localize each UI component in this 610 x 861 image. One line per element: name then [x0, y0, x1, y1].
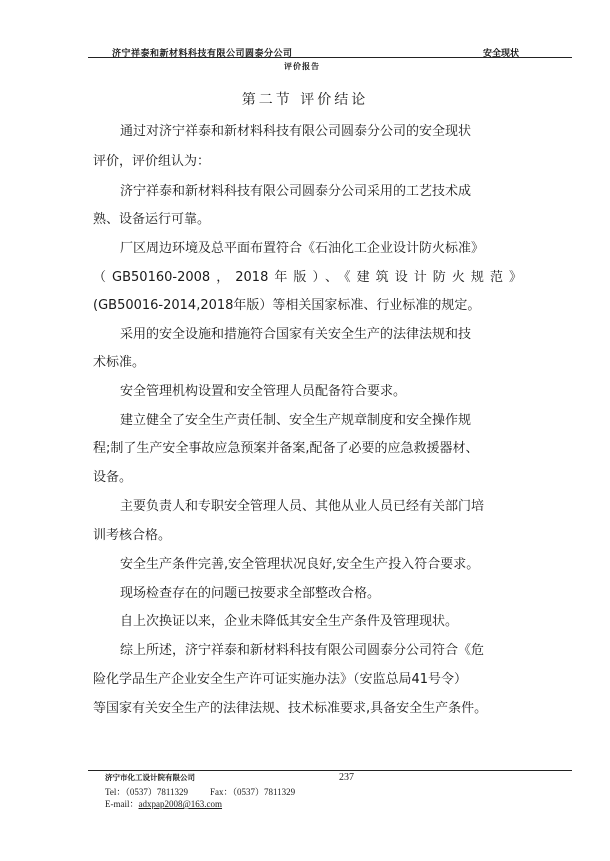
- body-line: 通过对济宁祥泰和新材料科技有限公司圆泰分公司的安全现状: [120, 124, 472, 139]
- body-line: 建立健全了安全生产责任制、安全生产规章制度和安全操作规: [120, 413, 472, 428]
- body-line: 现场检查存在的问题已按要求全部整改合格。: [120, 586, 381, 601]
- page-number: 237: [339, 772, 354, 783]
- body-line: 综上所述，济宁祥泰和新材料科技有限公司圆泰分公司符合《危: [120, 643, 485, 658]
- body-line: 设备。: [93, 470, 133, 485]
- footer-email-label: E-mail：: [105, 799, 139, 809]
- body-line: 安全管理机构设置和安全管理人员配备符合要求。: [120, 384, 407, 399]
- header-doc-type: 安全现状: [483, 49, 520, 59]
- header-rule: [88, 57, 572, 58]
- body-line: 厂区周边环境及总平面布置符合《石油化工企业设计防火标准》: [120, 241, 485, 256]
- body-line: 采用的安全设施和措施符合国家有关安全生产的法律法规和技: [120, 327, 472, 342]
- footer-email: [105, 797, 222, 810]
- body-line: 自上次换证以来，企业未降低其安全生产条件及管理现状。: [120, 614, 459, 629]
- body-line: 等国家有关安全生产的法律法规、技术标准要求,具备安全生产条件。: [93, 701, 488, 716]
- body-line: 主要负责人和专职安全管理人员、其他从业人员已经有关部门培: [120, 499, 485, 514]
- section-title: 第二节 评价结论: [241, 92, 369, 108]
- body-line: 熟、设备运行可靠。: [93, 212, 211, 227]
- body-line: 险化学品生产企业安全生产许可证实施办法》（安监总局41号令）: [93, 672, 468, 687]
- body-line: 济宁祥泰和新材料科技有限公司圆泰分公司采用的工艺技术成: [120, 184, 472, 199]
- body-line: （GB50160-2008，2018年版）、《建筑设计防火规范》: [93, 270, 522, 285]
- footer-rule: [88, 770, 572, 771]
- body-line: 评价，评价组认为：: [93, 154, 211, 169]
- header-company: 济宁祥泰和新材料科技有限公司圆泰分公司: [112, 49, 293, 59]
- footer-fax: Fax：（0537）7811329: [210, 787, 296, 797]
- body-line: 训考核合格。: [93, 528, 172, 543]
- header-doc-type-2: 评价报告: [284, 62, 320, 71]
- body-line: (GB50016-2014,2018年版）等相关国家标准、行业标准的规定。: [93, 298, 481, 313]
- footer-email-link[interactable]: adxpap2008@163.com: [138, 799, 223, 809]
- footer-tel: Tel：（0537）7811329: [105, 787, 189, 797]
- body-line: 术标准。: [93, 355, 146, 370]
- body-line: 安全生产条件完善,安全管理状况良好,安全生产投入符合要求。: [120, 557, 480, 572]
- body-line: 程;制了生产安全事故应急预案并备案,配备了必要的应急救援器材、: [93, 441, 479, 456]
- footer-company: 济宁市化工设计院有限公司: [105, 773, 195, 782]
